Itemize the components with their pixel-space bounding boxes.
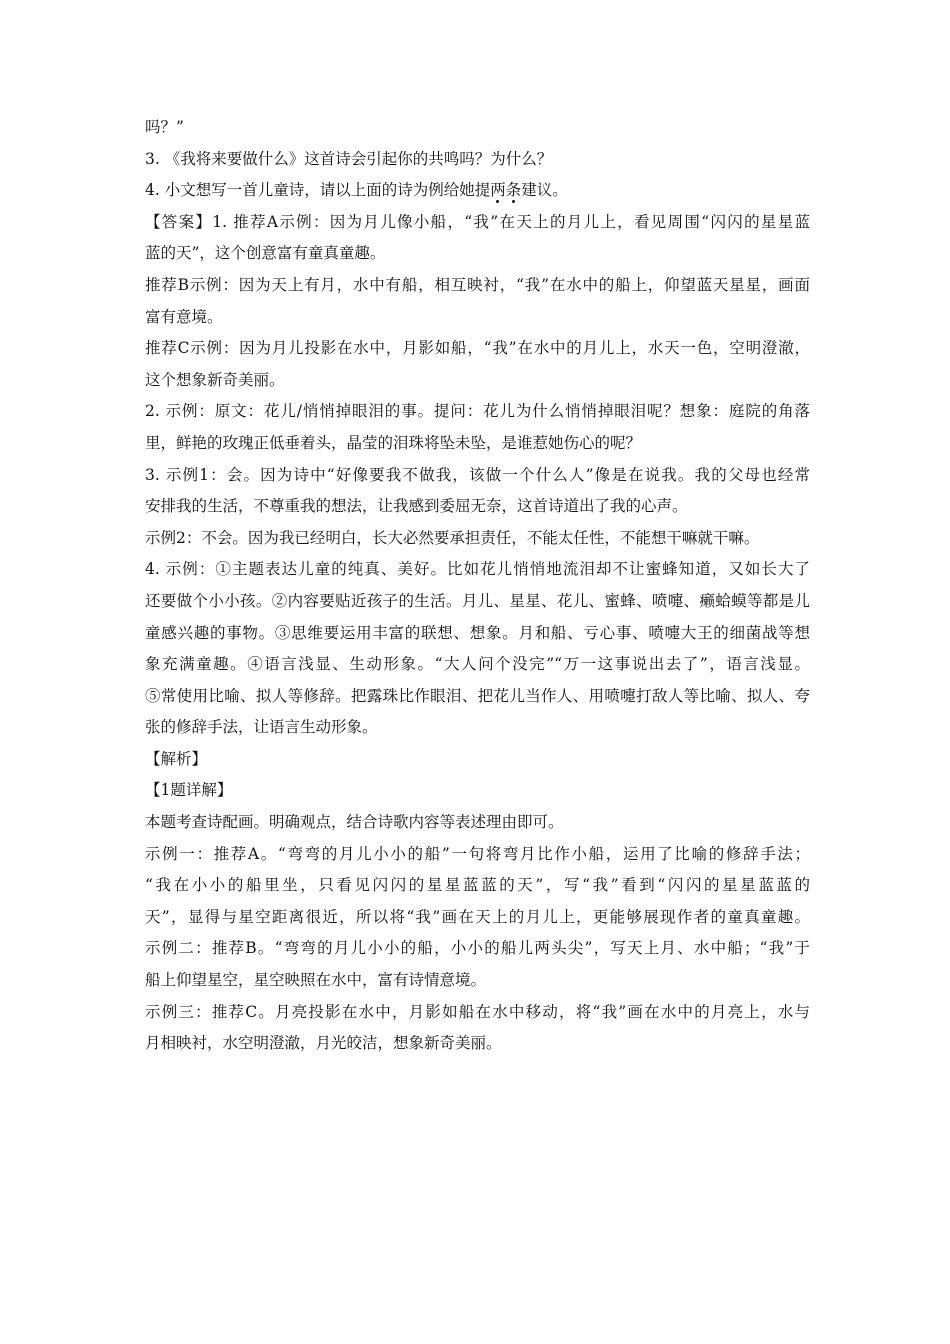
text-line: “我在小小的船里坐，只看见闪闪的星星蓝蓝的天”，写“我”看到“闪闪的星星蓝蓝的 [145,876,810,895]
text-line: 示例二：推荐B。“弯弯的月儿小小的船，小小的船儿两头尖”，写天上月、水中船；“我”于 [145,939,810,958]
question-3: 3. 《我将来要做什么》这首诗会引起你的共鸣吗？为什么？ [145,149,553,168]
text-line: 3. 示例1：会。因为诗中“好像要我不做我，该做一个什么人”像是在说我。我的父母也经常 [145,465,810,484]
text-line: 示例2：不会。因为我已经明白，长大必然要承担责任，不能太任性，不能想干嘛就干嘛。 [145,528,760,547]
text-line: 里，鲜艳的玫瑰正低垂着头，晶莹的泪珠将坠未坠，是谁惹她伤心的呢？ [145,433,642,452]
text-line: 本题考查诗配画。明确观点，结合诗歌内容等表述理由即可。 [145,813,564,832]
emphasis-mark: 两 [490,181,506,200]
question-4-text: 建议。 [521,181,568,200]
analysis-heading: 【解析】 [145,749,208,768]
text-line: 示例三：推荐C。月亮投影在水中，月影如船在水中移动，将“我”画在水中的月亮上，水与 [145,1002,810,1021]
text-line: 推荐B示例：因为天上有月，水中有船，相互映衬，“我”在水中的船上，仰望蓝天星星，画面 [145,275,810,294]
text-line: 这个想象新奇美丽。 [145,370,285,389]
text-line: 天”，显得与星空距离很近，所以将“我”画在天上的月儿上，更能够展现作者的童真童趣。 [145,907,810,926]
text-line: 象充满童趣。④语言浅显、生动形象。“大人问个没完”“万一这事说出去了”，语言浅显。 [145,655,810,674]
text-line: 吗？” [145,118,184,136]
text-line: 船上仰望星空，星空映照在水中，富有诗情意境。 [145,971,487,990]
text-line: 还要做个小小孩。②内容要贴近孩子的生活。月儿、星星、花儿、蜜蜂、喷嚏、癞蛤蟆等都是儿 [145,591,810,610]
answer-text [145,112,810,1060]
text-line: ⑤常使用比喻、拟人等修辞。把露珠比作眼泪、把花儿当作人、用喷嚏打敌人等比喻、拟人、夸 [145,686,810,705]
question-4 [145,175,810,207]
answer-heading-line: 【答案】1. 推荐A示例：因为月儿像小船，“我”在天上的月儿上，看见周围“闪闪的星星蓝 [145,212,810,231]
text-line: 安排我的生活，不尊重我的想法，让我感到委屈无奈，这首诗道出了我的心声。 [145,497,688,516]
detail-heading: 【1题详解】 [145,781,233,800]
text-line: 富有意境。 [145,307,223,326]
text-line: 2. 示例：原文：花儿/悄悄掉眼泪的事。提问：花儿为什么悄悄掉眼泪呢？想象：庭院的角落 [145,402,810,421]
question-4-text: 4. 小文想写一首儿童诗，请以上面的诗为例给她提 [145,181,491,200]
text-line: 示例一：推荐A。“弯弯的月儿小小的船”一句将弯月比作小船，运用了比喻的修辞手法； [145,844,810,863]
text-line: 童感兴趣的事物。③思维要运用丰富的联想、想象。月和船、亏心事、喷嚏大王的细菌战等想 [145,623,810,642]
text-line: 月相映衬，水空明澄澈，月光皎洁，想象新奇美丽。 [145,1034,502,1053]
text-line: 4. 示例：①主题表达儿童的纯真、美好。比如花儿悄悄地流泪却不让蜜蜂知道，又如长大了 [145,560,810,579]
text-line: 张的修辞手法，让语言生动形象。 [145,718,378,737]
text-line: 推荐C示例：因为月儿投影在水中，月影如船，“我”在水中的月儿上，水天一色，空明澄澈， [145,339,810,358]
emphasis-mark: 条 [505,181,522,200]
text-line: 蓝的天”，这个创意富有童真童趣。 [145,244,386,263]
